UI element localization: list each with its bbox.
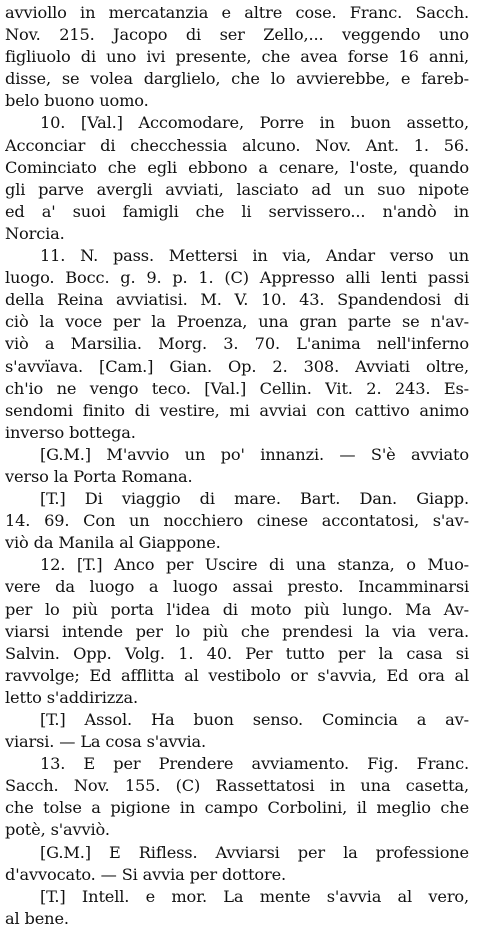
text-line: [G.M.] M'avvio un po' innanzi. — S'è avviato: [40, 444, 469, 464]
text-line: vere da luogo a luogo assai presto. Incamminarsi: [5, 577, 469, 597]
text-line: Sacch. Nov. 155. (C) Rassettatosi in una casetta,: [5, 776, 469, 796]
text-line: [T.] Assol. Ha buon senso. Comincia a av-: [40, 710, 469, 729]
text-line: belo buono uomo.: [5, 91, 149, 111]
text-line: Cominciato che egli ebbono a cenare, l'oste, quando: [5, 157, 469, 177]
text-line: avviollo in mercatanzia e altre cose. Franc. Sacch.: [5, 3, 469, 22]
text-line: figliuolo di uno ivi presente, che avea forse 16 anni,: [5, 47, 469, 67]
text-line: s'avvïava. [Cam.] Gian. Op. 2. 308. Avviati oltre,: [5, 356, 469, 376]
text-line: verso la Porta Romana.: [5, 466, 193, 486]
text-line: letto s'addirizza.: [5, 687, 139, 707]
text-line: ciò la voce per la Proenza, una gran parte se n'av-: [5, 312, 469, 332]
text-line: ch'io ne vengo teco. [Val.] Cellin. Vit. 2. 243. Es-: [5, 378, 469, 398]
text-line: Norcia.: [5, 223, 65, 243]
text-line: potè, s'avviò.: [5, 820, 110, 840]
text-line: Acconciar di checchessia alcuno. Nov. Ant. 1. 56.: [5, 135, 469, 155]
text-line: viò da Manila al Giappone.: [5, 533, 221, 553]
text-line: [T.] Di viaggio di mare. Bart. Dan. Giapp.: [40, 489, 469, 509]
text-line: viarsi intende per lo più che prendesi la via vera.: [5, 621, 469, 641]
text-line: viarsi. — La cosa s'avvia.: [5, 732, 207, 752]
text-line: [G.M.] E Rifless. Avviarsi per la professione: [40, 842, 469, 862]
text-line: gli parve avergli avviati, lasciato ad un suo nipote: [5, 179, 469, 199]
text-line: per lo più porta l'idea di moto più lungo. Ma Av-: [5, 599, 469, 619]
text-line: d'avvocato. — Si avvia per dottore.: [5, 864, 287, 884]
text-line: 11. N. pass. Mettersi in via, Andar verso un: [40, 246, 469, 266]
text-line: Salvin. Opp. Volg. 1. 40. Per tutto per la casa si: [5, 643, 469, 663]
text-line: 12. [T.] Anco per Uscire di una stanza, o Muo-: [40, 555, 469, 575]
text-line: della Reina avviatisi. M. V. 10. 43. Spandendosi di: [5, 290, 469, 310]
text-line: luogo. Bocc. g. 9. p. 1. (C) Appresso alli lenti passi: [5, 268, 469, 288]
text-line: viò a Marsilia. Morg. 3. 70. L'anima nell'inferno: [5, 334, 469, 354]
text-line: sendomi finito di vestire, mi avviai con cattivo animo: [5, 400, 469, 420]
text-line: che tolse a pigione in campo Corbolini, il meglio che: [5, 798, 469, 818]
text-line: Nov. 215. Jacopo di ser Zello,... veggendo uno: [5, 25, 469, 45]
text-line: inverso bottega.: [5, 422, 136, 442]
text-line: [T.] Intell. e mor. La mente s'avvia al vero,: [40, 886, 469, 906]
text-line: ravvolge; Ed afflitta al vestibolo or s'avvia, Ed ora al: [5, 665, 469, 685]
text-line: 13. E per Prendere avviamento. Fig. Franc.: [40, 754, 469, 774]
text-line: 10. [Val.] Accomodare, Porre in buon assetto,: [40, 113, 469, 133]
text-line: disse, se volea darglielo, che lo avvierebbe, e fareb-: [5, 69, 469, 89]
text-line: ed a' suoi famigli che li servissero... n'andò in: [5, 201, 469, 221]
text-line: 14. 69. Con un nocchiero cinese accontatosi, s'av-: [5, 511, 469, 531]
text-line: al bene.: [5, 908, 69, 928]
text-column: [5, 2, 469, 930]
